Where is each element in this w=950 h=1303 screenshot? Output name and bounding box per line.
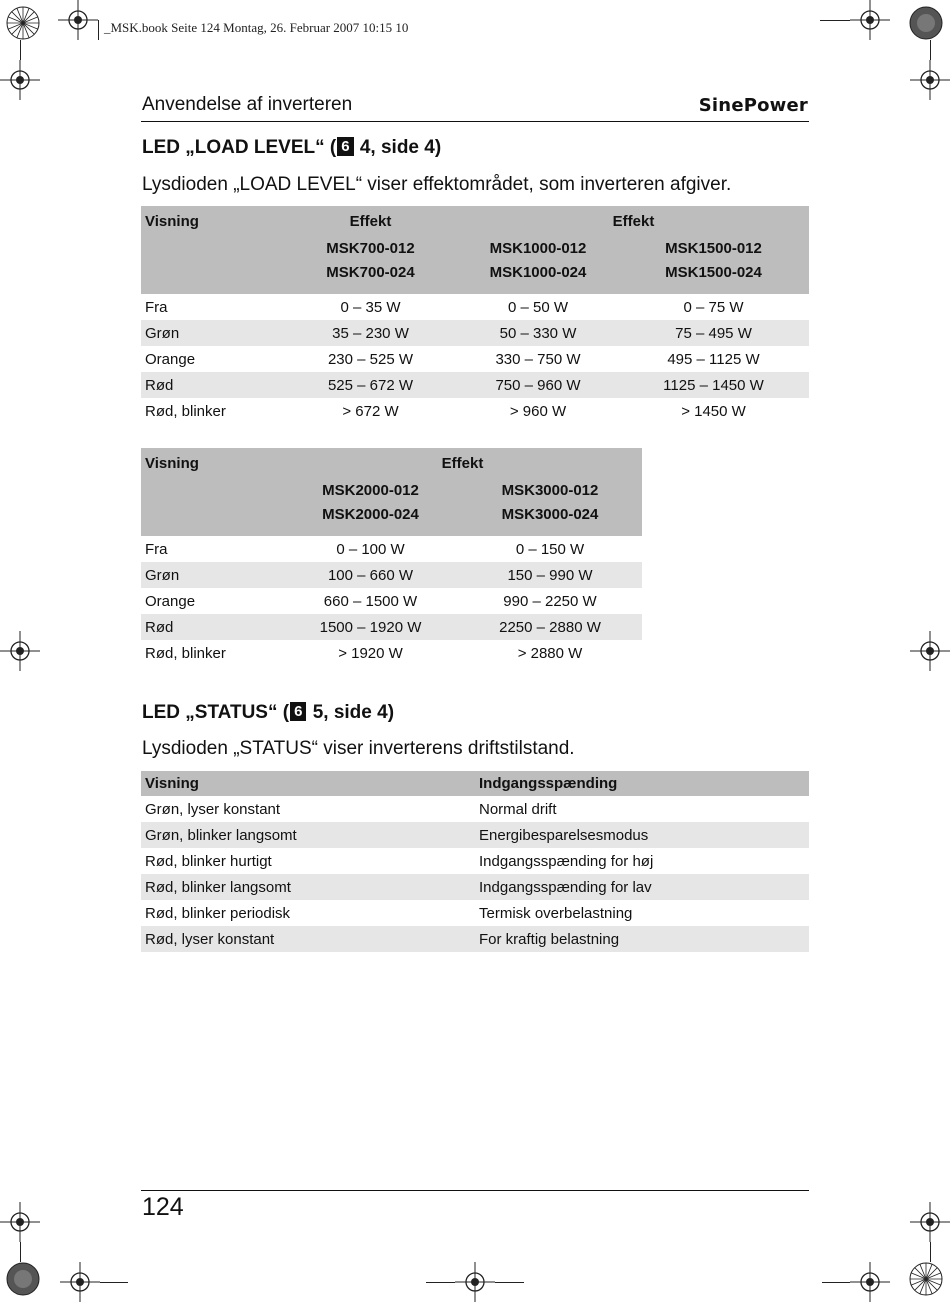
crosshair-mark-icon [850,0,890,40]
status-heading [142,702,394,724]
starburst-mark-icon [909,1262,943,1296]
load-level-table-2 [141,448,642,666]
heading-text: LED „LOAD LEVEL“ ( [142,137,337,158]
model-name: MSK1500-012 [618,236,809,260]
table-cell: 75 – 495 W [618,320,809,346]
table-cell: Termisk overbelastning [479,904,633,922]
model-name: MSK1500-024 [618,260,809,284]
column-header-visning: Visning [141,206,283,236]
crop-line [20,1242,21,1262]
table-cell: 50 – 330 W [458,320,618,346]
brand-logo: SinePower [698,95,808,116]
table-row [141,640,642,666]
table-cell: 100 – 660 W [283,562,458,588]
table-cell: 1125 – 1450 W [618,372,809,398]
table-cell: 230 – 525 W [327,350,414,368]
crop-line [100,1282,128,1283]
crop-line [822,1282,850,1283]
crop-line [930,40,931,60]
table-cell: 1500 – 1920 W [283,614,458,640]
table-row [141,294,809,320]
heading-text: 4, side 4) [354,137,442,158]
table-row [141,900,809,926]
table-row [141,926,809,952]
model-name: MSK2000-012 [283,478,458,502]
table-cell: > 672 W [342,402,399,420]
starburst-mark-icon [6,6,40,40]
table-row [141,822,809,848]
column-header-visning: Visning [141,448,283,478]
table-cell: 990 – 2250 W [503,592,597,610]
footer-rule [141,1190,809,1191]
table-cell: Rød, blinker [145,402,226,420]
table-cell: > 2880 W [517,644,583,662]
crosshair-mark-icon [910,631,950,671]
table-cell: Grøn, lyser konstant [145,800,281,818]
table-cell: 35 – 230 W [283,320,458,346]
table-row [141,874,809,900]
table-row [141,372,809,398]
table-cell: Grøn [141,562,283,588]
crosshair-mark-icon [850,1262,890,1302]
print-slug: _MSK.book Seite 124 Montag, 26. Februar 2007 10:15 10 [104,20,409,35]
table-cell: > 960 W [509,402,567,420]
table-cell: For kraftig belastning [475,926,809,952]
table-cell: Energibesparelsesmodus [475,822,809,848]
table-header-row [141,448,642,478]
table-cell: 0 – 150 W [515,540,585,558]
heading-text: 5, side 4) [307,702,395,723]
crosshair-mark-icon [60,1262,100,1302]
model-name: MSK3000-024 [458,502,642,526]
table-cell: Indgangsspænding for høj [479,852,654,870]
color-dot-mark-icon [909,6,943,40]
table-header-row [141,236,809,260]
column-header-indgangsspaending: Indgangsspænding [475,771,809,796]
table-header-row [141,260,809,284]
table-header-row [141,478,642,502]
crop-line [20,40,21,60]
table-row [141,536,642,562]
table-cell: 0 – 75 W [683,298,744,316]
running-header-title: Anvendelse af inverteren [142,94,353,115]
crosshair-mark-icon [0,1202,40,1242]
table-cell: Normal drift [479,800,557,818]
crop-line [930,1242,931,1262]
table-cell: 150 – 990 W [458,562,642,588]
table-row [141,398,809,424]
table-cell: Grøn [141,320,283,346]
load-level-intro: Lysdioden „LOAD LEVEL“ viser effektområdet, som inverteren afgiver. [142,174,732,195]
table-cell: Rød, blinker hurtigt [145,852,272,870]
table-cell: Rød, lyser konstant [141,926,475,952]
table-cell: Indgangsspænding for lav [475,874,809,900]
column-header-effekt: Effekt [283,206,458,236]
table-cell: Rød, blinker [145,644,226,662]
table-cell: 660 – 1500 W [323,592,418,610]
model-name: MSK700-012 [283,236,458,260]
table-header-row [141,206,809,236]
reference-number-badge: 6 [337,137,353,156]
table-cell: Rød, blinker periodisk [145,904,291,922]
table-cell: 495 – 1125 W [667,350,760,368]
table-cell: 0 – 100 W [336,540,405,558]
table-row [141,562,642,588]
table-cell: > 1450 W [681,402,746,420]
reference-number-badge: 6 [290,702,306,721]
crosshair-mark-icon [0,631,40,671]
model-name: MSK3000-012 [458,478,642,502]
table-row [141,320,809,346]
table-cell: Orange [145,350,196,368]
column-header-effekt: Effekt [458,206,809,236]
crosshair-mark-icon [58,0,98,40]
header-rule [141,121,809,122]
crosshair-mark-icon [0,60,40,100]
model-name: MSK1000-012 [458,236,618,260]
table-header-row [141,771,809,796]
table-cell: Rød [141,614,283,640]
table-cell: 0 – 50 W [507,298,569,316]
table-cell: > 1920 W [338,644,403,662]
table-cell: 330 – 750 W [495,350,581,368]
color-dot-mark-icon [6,1262,40,1296]
crosshair-mark-icon [910,1202,950,1242]
table-cell: 525 – 672 W [283,372,458,398]
crosshair-mark-icon [910,60,950,100]
crop-line [820,20,850,21]
table-cell: Fra [145,540,168,558]
status-table [141,771,809,952]
table-row [141,796,809,822]
model-name: MSK2000-024 [283,502,458,526]
model-name: MSK700-024 [283,260,458,284]
table-cell: Rød [141,372,283,398]
heading-text: LED „STATUS“ ( [142,702,290,723]
table-cell: 750 – 960 W [458,372,618,398]
table-cell: 2250 – 2880 W [458,614,642,640]
page-number: 124 [142,1193,184,1221]
load-level-heading [142,137,441,159]
crop-line [495,1282,524,1283]
crop-line [426,1282,455,1283]
table-row [141,848,809,874]
table-row [141,614,642,640]
table-cell: 0 – 35 W [340,298,401,316]
status-intro: Lysdioden „STATUS“ viser inverterens driftstilstand. [142,738,575,759]
column-header-effekt: Effekt [283,448,642,478]
table-header-row [141,502,642,526]
table-row [141,346,809,372]
table-cell: Fra [145,298,168,316]
crop-line [98,20,99,40]
crosshair-mark-icon [455,1262,495,1302]
table-cell: Orange [145,592,196,610]
column-header-visning: Visning [141,771,475,796]
table-cell: Grøn, blinker langsomt [141,822,475,848]
table-row [141,588,642,614]
model-name: MSK1000-024 [458,260,618,284]
table-cell: Rød, blinker langsomt [141,874,475,900]
load-level-table-1 [141,206,809,424]
